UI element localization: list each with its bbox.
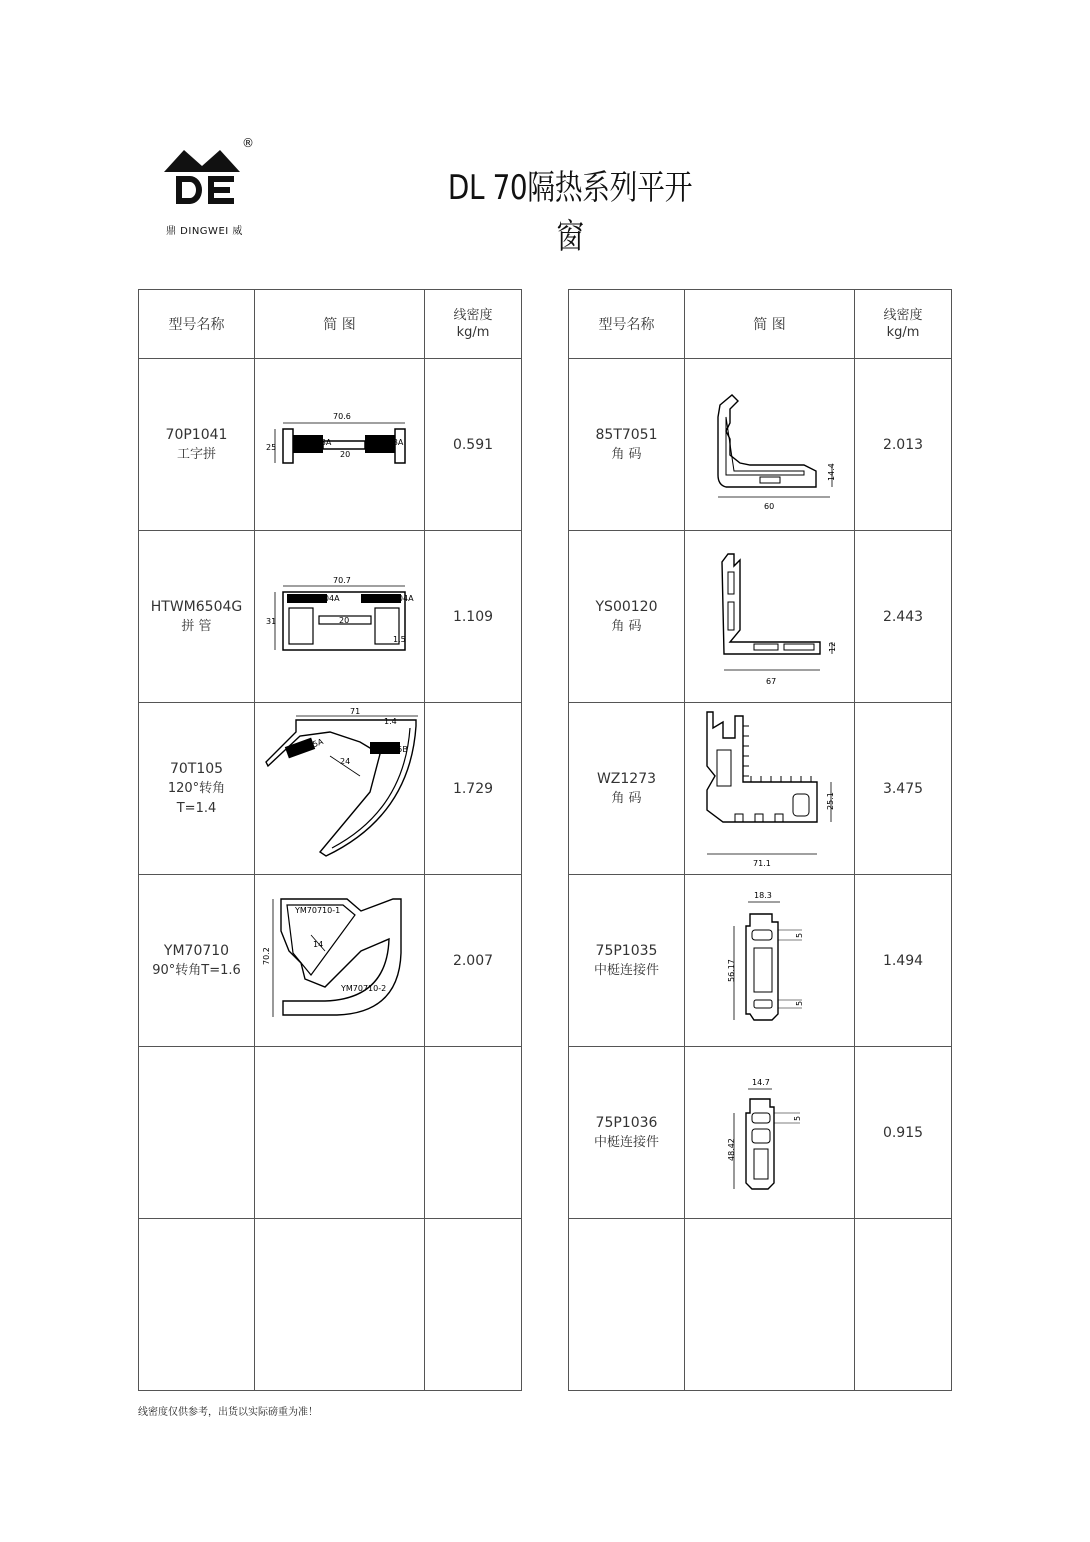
dim-height: 31	[265, 616, 276, 626]
page-title: DL 70隔热系列平开窗	[447, 168, 693, 257]
header-density-label: 线密度	[883, 308, 923, 323]
density-value: 1.109	[425, 531, 522, 703]
density-value: 0.591	[425, 359, 522, 531]
model-cell	[569, 531, 685, 703]
model-code: 70P1041	[165, 426, 228, 443]
dim-strip-right: 65X323A	[366, 437, 403, 447]
model-cell	[139, 359, 255, 531]
dim-strip-left: HTWM6504A	[287, 593, 340, 603]
density-value: 3.475	[855, 703, 952, 875]
logo	[162, 136, 262, 242]
dim-part-1: YM70710-1	[294, 905, 340, 915]
model-name: 中梃连接件	[593, 1134, 659, 1150]
model-code: WZ1273	[596, 770, 657, 787]
profile-sketch-85t7051	[700, 375, 840, 515]
brand-text: 鼎 DINGWEI 威	[166, 226, 243, 237]
sketch-cell	[685, 875, 855, 1047]
model-code: 75P1036	[595, 1114, 658, 1131]
model-name: 90°转角T=1.6	[152, 962, 241, 978]
dim-bottom-slot: 5	[794, 1000, 804, 1006]
sketch-cell	[255, 359, 425, 531]
model-extra: T=1.4	[176, 800, 217, 816]
right-spec-table	[568, 289, 952, 1391]
density-value: 2.443	[855, 531, 952, 703]
dim-height: 70.2	[261, 946, 271, 965]
dim-part-b: 70T105B	[371, 745, 408, 754]
profile-sketch-70t105	[260, 706, 420, 871]
dim-diagonal: 24	[339, 757, 350, 766]
density-value: 1.494	[855, 875, 952, 1047]
table-row	[139, 359, 522, 531]
model-code: YS00120	[595, 598, 658, 615]
dim-height: 12	[827, 641, 837, 652]
dim-top-slot: 5	[794, 932, 804, 938]
dim-height: 48.42	[726, 1137, 736, 1161]
registered-mark: ®	[242, 136, 254, 150]
table-row	[569, 359, 952, 531]
header-density	[425, 290, 522, 359]
dim-width: 70.6	[332, 411, 351, 421]
model-cell	[569, 1047, 685, 1219]
dim-strip-left: 65X323A	[294, 437, 331, 447]
dim-height: 25.1	[825, 792, 835, 810]
header-sketch: 简 图	[255, 290, 425, 359]
model-name: 120°转角	[167, 780, 226, 796]
dim-top-slot: 5	[792, 1115, 802, 1121]
table-header-row	[569, 290, 952, 359]
model-code: 70T105	[169, 760, 224, 777]
profile-sketch-75p1035	[710, 886, 830, 1036]
density-value: 1.729	[425, 703, 522, 875]
dim-width: 67	[765, 676, 776, 686]
dim-diagonal: 14	[312, 939, 323, 949]
header-model: 型号名称	[569, 290, 685, 359]
logo-mark-icon	[162, 136, 242, 220]
dim-gap: 20	[339, 449, 350, 459]
header-density-unit: kg/m	[886, 325, 920, 340]
model-cell	[139, 1219, 255, 1391]
profile-sketch-ym70710	[261, 891, 415, 1031]
dim-height: 14.4	[826, 462, 836, 481]
dim-strip-right: HTWM6504A	[361, 593, 414, 603]
footer-note: 线密度仅供参考，出货以实际磅重为准！	[138, 1407, 318, 1418]
header-sketch: 简 图	[685, 290, 855, 359]
header-density-label: 线密度	[453, 308, 493, 323]
sketch-cell	[685, 359, 855, 531]
header-density-unit: kg/m	[456, 325, 490, 340]
density-value: 2.013	[855, 359, 952, 531]
table-header-row	[139, 290, 522, 359]
model-name: 角 码	[611, 618, 642, 634]
model-name: 工字拼	[176, 446, 216, 462]
model-code: YM70710	[163, 942, 230, 959]
dim-part-2: YM70710-2	[340, 983, 386, 993]
sketch-cell	[255, 1047, 425, 1219]
table-row	[569, 1219, 952, 1391]
table-row	[569, 703, 952, 875]
table-row	[569, 875, 952, 1047]
model-code: 75P1035	[595, 942, 658, 959]
sketch-cell	[685, 531, 855, 703]
model-code: 85T7051	[595, 426, 658, 443]
table-row	[569, 1047, 952, 1219]
dim-thickness: 1.5	[392, 634, 406, 644]
density-value: 2.007	[425, 875, 522, 1047]
profile-sketch-70p1041	[265, 405, 415, 485]
dim-part-a: 70T105A	[287, 737, 324, 758]
density-value	[425, 1219, 522, 1391]
sketch-cell	[685, 1219, 855, 1391]
table-row	[139, 703, 522, 875]
sketch-cell	[685, 1047, 855, 1219]
density-value	[425, 1047, 522, 1219]
profile-sketch-wz1273	[695, 706, 845, 871]
dim-height: 56.17	[726, 958, 736, 982]
profile-sketch-ys00120	[700, 542, 840, 692]
dim-width: 71	[349, 707, 360, 716]
model-cell	[569, 359, 685, 531]
dim-gap: 20	[338, 615, 349, 625]
left-spec-table	[138, 289, 522, 1391]
model-name: 角 码	[611, 790, 642, 806]
density-value	[855, 1219, 952, 1391]
sketch-cell	[255, 531, 425, 703]
profile-sketch-htwm6504g	[265, 572, 415, 662]
header-model: 型号名称	[139, 290, 255, 359]
header-density	[855, 290, 952, 359]
model-cell	[139, 875, 255, 1047]
model-cell	[139, 703, 255, 875]
dim-width: 70.7	[332, 575, 351, 585]
dim-width: 60	[763, 501, 774, 511]
model-cell	[569, 1219, 685, 1391]
dim-width: 14.7	[751, 1077, 770, 1087]
model-cell	[139, 531, 255, 703]
sketch-cell	[255, 875, 425, 1047]
density-value: 0.915	[855, 1047, 952, 1219]
model-name: 中梃连接件	[593, 962, 659, 978]
dim-width: 18.3	[753, 890, 772, 900]
table-row	[139, 1047, 522, 1219]
profile-sketch-75p1036	[710, 1063, 830, 1203]
dim-height: 25	[265, 442, 276, 452]
table-row	[569, 531, 952, 703]
dim-width: 71.1	[752, 859, 771, 868]
table-row	[139, 1219, 522, 1391]
table-row	[139, 875, 522, 1047]
model-cell	[569, 875, 685, 1047]
sketch-cell	[685, 703, 855, 875]
sketch-cell	[255, 1219, 425, 1391]
table-row	[139, 531, 522, 703]
model-name: 拼 管	[181, 618, 212, 634]
sketch-cell	[255, 703, 425, 875]
model-cell	[139, 1047, 255, 1219]
model-code: HTWM6504G	[150, 598, 243, 615]
model-cell	[569, 703, 685, 875]
dim-thickness: 1.4	[383, 717, 397, 726]
model-name: 角 码	[611, 446, 642, 462]
